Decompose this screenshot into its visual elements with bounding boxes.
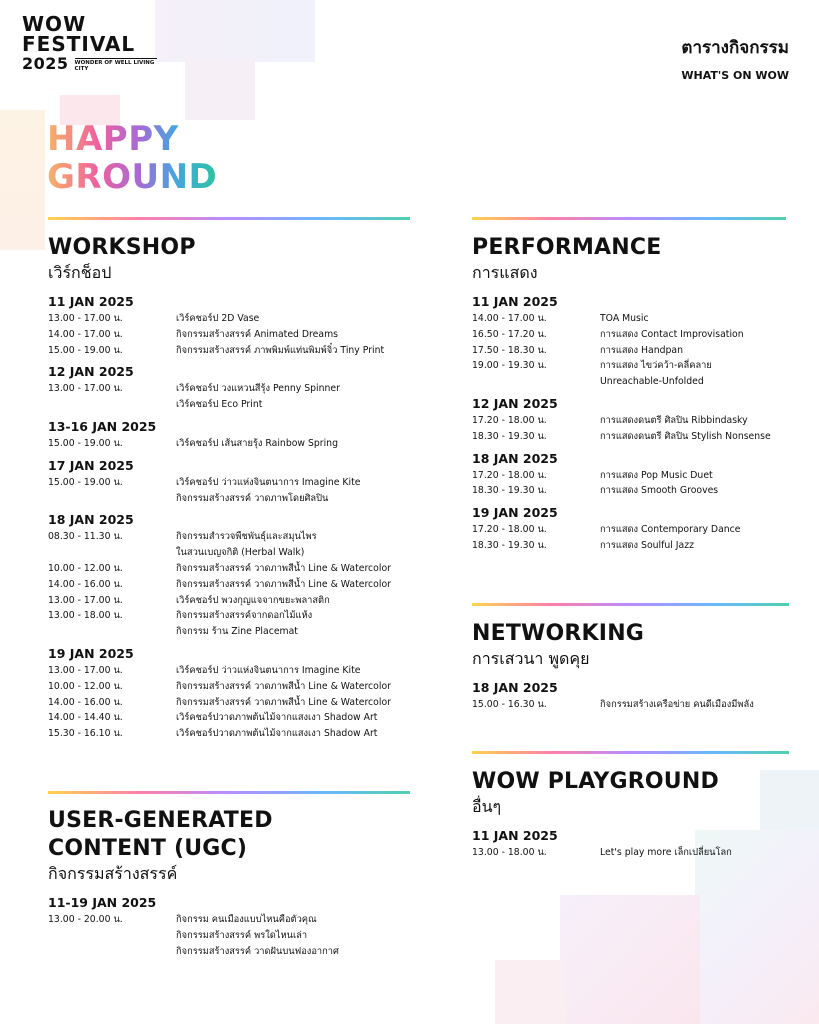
schedule-row: [48, 436, 428, 452]
schedule-time: 13.00 - 17.00 น.: [48, 313, 123, 324]
schedule-activity: Unreachable-Unfolded: [600, 376, 704, 388]
schedule-time: 14.00 - 17.00 น.: [48, 328, 123, 340]
schedule-activity: Let's play more เล็กเปลี่ยนโลก: [600, 847, 732, 858]
schedule-row: [48, 624, 428, 640]
schedule-time: 13.00 - 17.00 น.: [48, 664, 123, 676]
divider: [472, 751, 789, 754]
schedule-time: [48, 624, 176, 640]
page-header: [681, 34, 789, 82]
schedule-date: 12 JAN 2025: [472, 395, 558, 411]
schedule-list: [472, 680, 802, 713]
schedule-date: 11 JAN 2025: [48, 294, 134, 309]
schedule-time: 15.00 - 19.00 น.: [48, 344, 123, 356]
logo-year: 2025: [22, 54, 69, 73]
schedule-date: 19 JAN 2025: [472, 505, 558, 521]
schedule-row: [48, 561, 428, 577]
schedule-activity: กิจกรรมสร้างสรรค์ วาดภาพสีน้ำ Line & Watercolor: [176, 562, 391, 574]
schedule-row: [48, 593, 428, 609]
schedule-time: 18.30 - 19.30 น.: [472, 539, 547, 551]
schedule-activity: เวิร์คชอร์ป Eco Print: [176, 399, 263, 411]
schedule-time: 15.00 - 16.30 น.: [472, 699, 547, 710]
playground-section: [472, 768, 802, 861]
schedule-row: [472, 538, 802, 554]
schedule-row: [48, 679, 428, 695]
schedule-time: 17.20 - 18.00 น.: [472, 414, 547, 426]
schedule-row: [48, 311, 428, 327]
schedule-activity: กิจกรรมสร้างสรรค์ วาดภาพสีน้ำ Line & Watercolor: [176, 680, 391, 692]
schedule-time: 16.50 - 17.20 น.: [472, 328, 547, 340]
schedule-activity: การแสดง Soulful Jazz: [600, 539, 695, 551]
schedule-time: 18.30 - 19.30 น.: [472, 485, 547, 497]
schedule-row: [48, 912, 428, 928]
schedule-time: 13.00 - 17.00 น.: [48, 594, 123, 606]
schedule-row: [48, 710, 428, 726]
schedule-row: [472, 374, 802, 390]
schedule-row: [472, 697, 802, 713]
schedule-time: [48, 928, 176, 944]
decor-pixel-block: [185, 60, 255, 120]
schedule-date: 11-19 JAN 2025: [48, 895, 157, 910]
schedule-time: 14.00 - 16.00 น.: [48, 696, 123, 708]
schedule-date: 19 JAN 2025: [48, 645, 134, 661]
schedule-time: 14.00 - 14.40 น.: [48, 712, 123, 724]
schedule-day: [48, 895, 428, 959]
schedule-list: [48, 895, 428, 959]
schedule-activity: TOA Music: [600, 313, 649, 324]
schedule-time: 14.00 - 17.00 น.: [472, 313, 547, 324]
schedule-day: [48, 512, 428, 640]
schedule-activity: กิจกรรมสร้างสรรค์ วาดภาพโดยศิลปิน: [176, 492, 329, 504]
schedule-row: [48, 491, 428, 507]
schedule-activity: กิจกรรมสร้างสรรค์จากดอกไม้แห้ง: [176, 610, 313, 622]
schedule-activity: กิจกรรมสร้างสรรค์ Animated Dreams: [176, 328, 338, 340]
schedule-row: [48, 397, 428, 413]
schedule-row: [48, 928, 428, 944]
divider: [472, 603, 789, 606]
schedule-activity: การแสดงดนตรี ศิลปิน Ribbindasky: [600, 414, 748, 426]
schedule-activity: กิจกรรมสร้างสรรค์ วาดภาพสีน้ำ Line & Watercolor: [176, 696, 391, 708]
schedule-row: [48, 545, 428, 561]
schedule-activity: การแสดง Contact Improvisation: [600, 328, 744, 340]
schedule-activity: การแสดง Contemporary Dance: [600, 524, 741, 536]
schedule-time: 15.30 - 16.10 น.: [48, 728, 123, 740]
schedule-time: 15.00 - 19.00 น.: [48, 437, 123, 449]
schedule-list: [48, 294, 428, 742]
schedule-activity: กิจกรรมสร้างเครือข่าย คนดีเมืองมีพลัง: [600, 699, 754, 710]
schedule-activity: กิจกรรมสร้างสรรค์ วาดภาพสีน้ำ Line & Watercolor: [176, 578, 391, 590]
schedule-row: [472, 429, 802, 445]
schedule-activity: เวิร์คชอร์ป ว่าวแห่งจินตนาการ Imagine Kite: [176, 476, 361, 488]
schedule-activity: กิจกรรม ร้าน Zine Placemat: [176, 626, 298, 638]
section-subtitle: การเสวนา พูดคุย: [472, 649, 590, 668]
schedule-time: [48, 944, 176, 960]
schedule-activity: กิจกรรมสร้างสรรค์ วาดฝันบนฟองอากาศ: [176, 945, 339, 957]
schedule-row: [48, 343, 428, 359]
section-subtitle: อื่นๆ: [472, 797, 502, 816]
schedule-activity: การแสดง ไขว่คว้า-คลี่คลาย: [600, 360, 712, 372]
decor-pixel-block: [0, 110, 45, 250]
schedule-time: [48, 397, 176, 413]
networking-section: [472, 620, 802, 713]
hero-line-2: GROUND: [47, 157, 218, 197]
schedule-activity: เวิร์คชอร์ป ว่าวแห่งจินตนาการ Imagine Kite: [176, 664, 361, 676]
schedule-day: [472, 451, 802, 500]
schedule-time: 15.00 - 19.00 น.: [48, 476, 123, 488]
divider: [48, 791, 410, 794]
schedule-row: [48, 529, 428, 545]
schedule-day: [472, 505, 802, 554]
schedule-activity: เวิร์คชอร์ป 2D Vase: [176, 313, 260, 324]
schedule-activity: เวิร์คชอร์ป เส้นสายรุ้ง Rainbow Spring: [176, 437, 338, 449]
schedule-activity: เวิร์คชอร์ป พวงกุญแจจากขยะพลาสติก: [176, 594, 330, 606]
schedule-time: 13.00 - 20.00 น.: [48, 914, 123, 925]
schedule-activity: กิจกรรมสร้างสรรค์ พรใดไหนเล่า: [176, 929, 308, 941]
section-subtitle: การแสดง: [472, 263, 538, 282]
schedule-day: [48, 294, 428, 358]
schedule-date: 18 JAN 2025: [472, 680, 558, 695]
schedule-row: [48, 726, 428, 742]
schedule-activity: เวิร์คชอร์ปวาดภาพต้นไม้จากแสงเงา Shadow Art: [176, 712, 378, 724]
schedule-date: 18 JAN 2025: [472, 450, 558, 466]
schedule-row: [48, 608, 428, 624]
schedule-time: 17.20 - 18.00 น.: [472, 469, 547, 481]
schedule-activity: เวิร์คชอร์ป วงแหวนสีรุ้ง Penny Spinner: [176, 383, 340, 395]
schedule-time: [48, 545, 176, 561]
performance-section: [472, 234, 802, 554]
schedule-time: 08.30 - 11.30 น.: [48, 531, 123, 543]
schedule-list: [472, 828, 802, 861]
section-title: WORKSHOP: [48, 235, 196, 260]
schedule-time: 13.00 - 18.00 น.: [48, 610, 123, 622]
schedule-activity: กิจกรรม คนเมืองแบบไหนคือตัวคุณ: [176, 914, 317, 925]
ugc-section: [48, 807, 428, 959]
schedule-time: 17.20 - 18.00 น.: [472, 524, 547, 536]
schedule-time: 10.00 - 12.00 น.: [48, 562, 123, 574]
schedule-row: [48, 577, 428, 593]
schedule-time: 17.50 - 18.30 น.: [472, 344, 547, 356]
section-subtitle: กิจกรรมสร้างสรรค์: [48, 864, 178, 883]
schedule-row: [472, 311, 802, 327]
schedule-date: 11 JAN 2025: [472, 828, 558, 843]
schedule-time: 18.30 - 19.30 น.: [472, 430, 547, 442]
schedule-day: [472, 396, 802, 445]
schedule-time: [48, 491, 176, 507]
schedule-row: [472, 845, 802, 861]
wow-festival-logo: [22, 14, 157, 72]
schedule-row: [472, 413, 802, 429]
section-subtitle: เวิร์กช็อป: [48, 263, 112, 282]
schedule-day: [472, 680, 802, 713]
hero-title: [47, 120, 217, 196]
workshop-section: [48, 234, 428, 742]
schedule-row: [48, 663, 428, 679]
schedule-day: [472, 294, 802, 390]
schedule-row: [48, 327, 428, 343]
hero-line-1: HAPPY: [47, 119, 179, 159]
schedule-row: [472, 343, 802, 359]
schedule-day: [48, 419, 428, 452]
logo-tagline: WONDER OF WELL LIVING CITY: [75, 58, 157, 72]
schedule-row: [48, 944, 428, 960]
schedule-activity: กิจกรรมสำรวจพืชพันธุ์และสมุนไพร: [176, 531, 317, 543]
schedule-day: [48, 458, 428, 507]
schedule-date: 11 JAN 2025: [472, 294, 558, 309]
schedule-activity: การแสดง Handpan: [600, 344, 684, 356]
divider: [472, 217, 786, 220]
decor-pixel-block: [560, 895, 700, 1024]
header-title-th: ตารางกิจกรรม: [681, 38, 789, 58]
schedule-day: [472, 828, 802, 861]
logo-line-festival: FESTIVAL: [22, 32, 136, 56]
decor-pixel-block: [495, 960, 565, 1024]
logo-line-wow: WOW: [22, 12, 87, 36]
section-title: WOW PLAYGROUND: [472, 769, 719, 794]
section-title: NETWORKING: [472, 621, 645, 646]
schedule-day: [48, 646, 428, 742]
decor-pixel-block: [155, 0, 315, 62]
schedule-row: [472, 483, 802, 499]
schedule-row: [472, 358, 802, 374]
schedule-activity: ในสวนเบญจกิติ (Herbal Walk): [176, 547, 305, 559]
schedule-row: [48, 381, 428, 397]
schedule-row: [472, 522, 802, 538]
schedule-time: 13.00 - 18.00 น.: [472, 847, 547, 858]
schedule-row: [48, 475, 428, 491]
schedule-activity: การแสดง Pop Music Duet: [600, 469, 713, 481]
schedule-activity: การแสดงดนตรี ศิลปิน Stylish Nonsense: [600, 430, 771, 442]
schedule-row: [472, 468, 802, 484]
schedule-time: [472, 374, 600, 390]
section-title-line-2: CONTENT (UGC): [48, 836, 248, 861]
schedule-time: 13.00 - 17.00 น.: [48, 383, 123, 395]
schedule-activity: การแสดง Smooth Grooves: [600, 485, 719, 497]
schedule-activity: เวิร์คชอร์ปวาดภาพต้นไม้จากแสงเงา Shadow Art: [176, 728, 378, 740]
schedule-date: 18 JAN 2025: [48, 512, 134, 528]
header-title-en: WHAT'S ON WOW: [681, 69, 789, 82]
schedule-date: 12 JAN 2025: [48, 364, 134, 380]
schedule-date: 13-16 JAN 2025: [48, 418, 157, 434]
schedule-time: 14.00 - 16.00 น.: [48, 578, 123, 590]
schedule-row: [472, 327, 802, 343]
schedule-time: 19.00 - 19.30 น.: [472, 360, 547, 372]
section-title: PERFORMANCE: [472, 235, 662, 260]
schedule-list: [472, 294, 802, 554]
schedule-date: 17 JAN 2025: [48, 457, 134, 473]
schedule-row: [48, 695, 428, 711]
schedule-activity: กิจกรรมสร้างสรรค์ ภาพพิมพ์แท่นพิมพ์จิ๋ว Tiny Print: [176, 344, 385, 356]
schedule-time: 10.00 - 12.00 น.: [48, 680, 123, 692]
schedule-day: [48, 364, 428, 413]
divider: [48, 217, 410, 220]
section-title-line-1: USER-GENERATED: [48, 808, 273, 833]
